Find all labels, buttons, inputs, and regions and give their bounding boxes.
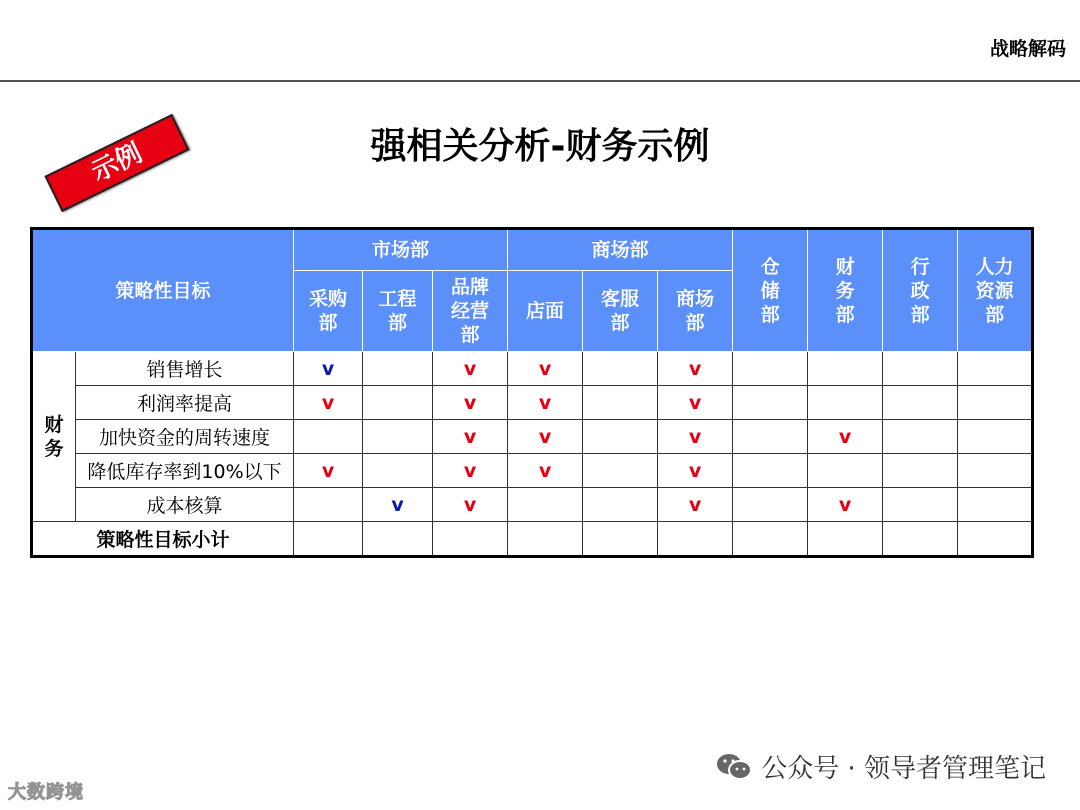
mark-cell: [733, 386, 808, 420]
mark-cell: v: [294, 352, 363, 386]
mark-cell: v: [658, 386, 733, 420]
mark-cell: v: [658, 488, 733, 522]
goal-cell: 降低库存率到10%以下: [76, 454, 294, 488]
mark-cell: v: [658, 420, 733, 454]
mark-cell: v: [508, 386, 583, 420]
mark-cell: [958, 420, 1033, 454]
subtotal-cell: [294, 522, 363, 557]
page-title: 强相关分析-财务示例: [370, 126, 710, 167]
header-divider: [0, 80, 1080, 82]
goal-cell: 加快资金的周转速度: [76, 420, 294, 454]
mark-cell: v: [808, 488, 883, 522]
mark-cell: [733, 420, 808, 454]
mark-cell: [808, 454, 883, 488]
subtotal-cell: [583, 522, 658, 557]
wechat-footer: [715, 748, 1046, 785]
subtotal-cell: [658, 522, 733, 557]
mark-cell: [363, 352, 433, 386]
mark-cell: [508, 488, 583, 522]
mark-cell: v: [508, 454, 583, 488]
mark-cell: v: [508, 352, 583, 386]
column-header: 工程 部: [363, 271, 433, 352]
subtotal-label: 策略性目标小计: [32, 522, 294, 557]
table-row: [32, 352, 1033, 386]
mark-cell: [583, 488, 658, 522]
subtotal-cell: [433, 522, 508, 557]
corner-header: 策略性目标: [32, 229, 294, 352]
mark-cell: [958, 454, 1033, 488]
mark-cell: [958, 386, 1033, 420]
column-header: 仓 储 部: [733, 229, 808, 352]
goal-cell: 销售增长: [76, 352, 294, 386]
column-header: 品牌 经营 部: [433, 271, 508, 352]
mark-cell: [883, 420, 958, 454]
mark-cell: [883, 454, 958, 488]
mark-cell: v: [433, 488, 508, 522]
subtotal-cell: [363, 522, 433, 557]
mark-cell: [583, 386, 658, 420]
mark-cell: v: [658, 352, 733, 386]
subtotal-cell: [958, 522, 1033, 557]
mark-cell: [958, 352, 1033, 386]
mark-cell: [883, 488, 958, 522]
mark-cell: [583, 352, 658, 386]
mark-cell: v: [294, 386, 363, 420]
mark-cell: [363, 386, 433, 420]
subtotal-cell: [508, 522, 583, 557]
mark-cell: v: [433, 454, 508, 488]
mark-cell: [363, 420, 433, 454]
subtotal-row: [32, 522, 1033, 557]
mark-cell: [883, 386, 958, 420]
mark-cell: [733, 488, 808, 522]
mark-cell: [363, 454, 433, 488]
wechat-account-text: 公众号 · 领导者管理笔记: [761, 754, 1046, 784]
example-stamp: 示例: [44, 114, 189, 212]
column-header: 财 务 部: [808, 229, 883, 352]
goal-cell: 成本核算: [76, 488, 294, 522]
goal-cell: 利润率提高: [76, 386, 294, 420]
mark-cell: v: [294, 454, 363, 488]
category-cell: 财 务: [32, 352, 76, 522]
mark-cell: [583, 454, 658, 488]
watermark-left: 大数跨境: [8, 782, 84, 803]
mark-cell: [883, 352, 958, 386]
mark-cell: [733, 352, 808, 386]
mark-cell: [808, 352, 883, 386]
column-header: 客服 部: [583, 271, 658, 352]
table-row: [32, 420, 1033, 454]
table-row: [32, 488, 1033, 522]
mark-cell: [583, 420, 658, 454]
column-header: 行 政 部: [883, 229, 958, 352]
table-row: [32, 386, 1033, 420]
group-header-market: 市场部: [294, 229, 508, 271]
subtotal-cell: [883, 522, 958, 557]
group-header-mall: 商场部: [508, 229, 733, 271]
mark-cell: v: [508, 420, 583, 454]
mark-cell: [808, 386, 883, 420]
column-header: 商场 部: [658, 271, 733, 352]
subtotal-cell: [808, 522, 883, 557]
mark-cell: v: [433, 420, 508, 454]
wechat-icon: [715, 750, 753, 784]
mark-cell: v: [363, 488, 433, 522]
mark-cell: v: [808, 420, 883, 454]
subtotal-cell: [733, 522, 808, 557]
mark-cell: v: [433, 386, 508, 420]
column-header: 人力 资源 部: [958, 229, 1033, 352]
mark-cell: [958, 488, 1033, 522]
column-header: 采购 部: [294, 271, 363, 352]
mark-cell: v: [433, 352, 508, 386]
mark-cell: [294, 420, 363, 454]
mark-cell: [294, 488, 363, 522]
table-row: [32, 454, 1033, 488]
column-header: 店面: [508, 271, 583, 352]
correlation-table: [30, 227, 1034, 558]
mark-cell: [733, 454, 808, 488]
header-brand: 战略解码: [989, 38, 1066, 60]
mark-cell: v: [658, 454, 733, 488]
